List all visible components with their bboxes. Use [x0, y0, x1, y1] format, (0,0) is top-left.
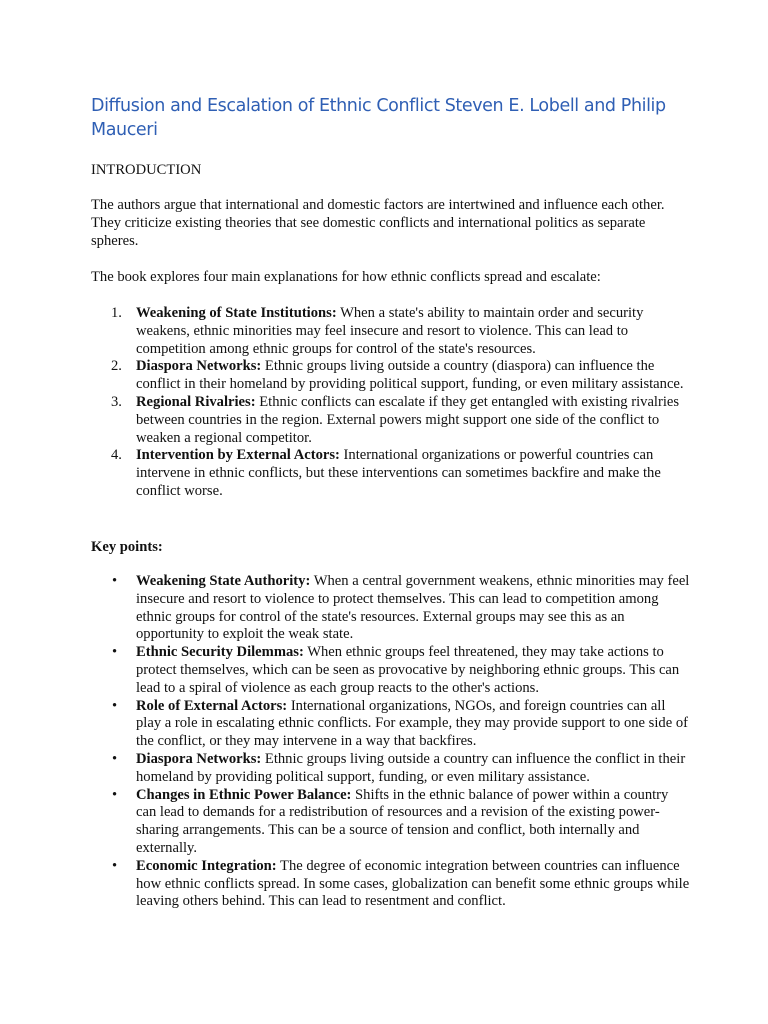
list-item-2 [91, 358, 689, 394]
bullet-item-text: When ethnic groups feel threatened, they may take actions to protect themselves, which can be seen as provocative by neighboring ethnic groups. This can lead to a spiral of violence as each group reacts to the other's actions. [136, 644, 680, 696]
bullet-item-text: When a central government weakens, ethnic minorities may feel insecure and resort to violence to protect themselves. This can lead to competition among ethnic groups for control of the state's resources. External groups may see this as an opportunity to exploit the weak state. [136, 573, 690, 643]
paragraph-1: The authors argue that international and domestic factors are intertwined and influence each other. They criticize existing theories that see domestic conflicts and international politics as separate spheres. [91, 197, 665, 249]
bullet-item-term: Economic Integration: [136, 857, 277, 874]
key-points-list [91, 573, 691, 911]
bullet-item-text: The degree of economic integration between countries can influence how ethnic conflicts spread. In some cases, globalization can benefit some ethnic groups while leaving others behind. This can lead to resentment and conflict. [136, 857, 690, 910]
bullet-item-text: International organizations, NGOs, and foreign countries can all play a role in escalating ethnic conflicts. For example, they may provide support to one side of the conflict, or they may intervene in a way that backfires. [136, 697, 688, 750]
list-item-term: Intervention by External Actors: [136, 447, 340, 464]
bullet-item-text: Ethnic groups living outside a country can influence the conflict in their homeland by providing political support, funding, or even military assistance. [136, 750, 686, 785]
list-item-text: Ethnic groups living outside a country (diaspora) can influence the conflict in their homeland by providing political support, funding, or even military assistance. [136, 358, 684, 393]
list-item-text: Ethnic conflicts can escalate if they get entangled with existing rivalries between countries in the region. External powers might support one side of the conflict to weaken a regional competitor. [136, 393, 680, 446]
bullet-item-2 [91, 644, 691, 697]
list-number: 1. [111, 305, 122, 321]
bullet-item-5 [91, 787, 691, 858]
list-number: 3. [111, 393, 122, 410]
list-item-term: Weakening of State Institutions: [136, 305, 337, 321]
bullet-item-text: Shifts in the ethnic balance of power within a country can lead to demands for a redistribution of resources and a revision of the existing power-sharing arrangements. This can be a source of tension and conflict, both internally and externally. [136, 786, 669, 856]
bullet-icon: • [112, 573, 118, 589]
bullet-item-term: Weakening State Authority: [136, 573, 311, 589]
bullet-item-term: Ethnic Security Dilemmas: [136, 644, 304, 661]
document-title: Diffusion and Escalation of Ethnic Conflict Steven E. Lobell and Philip Mauceri [91, 96, 666, 140]
explanations-list [91, 305, 689, 501]
list-item-4 [91, 447, 689, 500]
list-item-1 [91, 305, 689, 358]
bullet-item-term: Diaspora Networks: [136, 750, 262, 767]
bullet-icon: • [112, 644, 118, 661]
list-item-term: Diaspora Networks: [136, 358, 262, 375]
key-points-heading: Key points: [91, 539, 163, 555]
bullet-item-term: Role of External Actors: [136, 697, 288, 714]
bullet-icon: • [112, 857, 118, 874]
bullet-item-3 [91, 698, 691, 751]
list-item-text: International organizations or powerful countries can intervene in ethnic conflicts, but these interventions can sometimes backfire and make the conflict worse. [136, 447, 661, 499]
list-item-text: When a state's ability to maintain order and security weakens, ethnic minorities may feel insecure and resort to violence. This can lead to competition among ethnic groups for control of the state's resources. [136, 305, 644, 357]
bullet-icon: • [112, 750, 118, 767]
bullet-icon: • [112, 697, 118, 714]
list-number: 2. [111, 358, 122, 375]
bullet-item-6 [91, 858, 691, 911]
introduction-heading: INTRODUCTION [91, 162, 202, 178]
list-item-3 [91, 394, 689, 447]
bullet-item-term: Changes in Ethnic Power Balance: [136, 786, 352, 803]
bullet-item-1 [91, 573, 691, 644]
list-number: 4. [111, 447, 122, 464]
bullet-item-4 [91, 751, 691, 787]
list-item-term: Regional Rivalries: [136, 393, 256, 410]
bullet-icon: • [112, 786, 118, 803]
paragraph-2: The book explores four main explanations for how ethnic conflicts spread and escalate: [91, 269, 601, 285]
